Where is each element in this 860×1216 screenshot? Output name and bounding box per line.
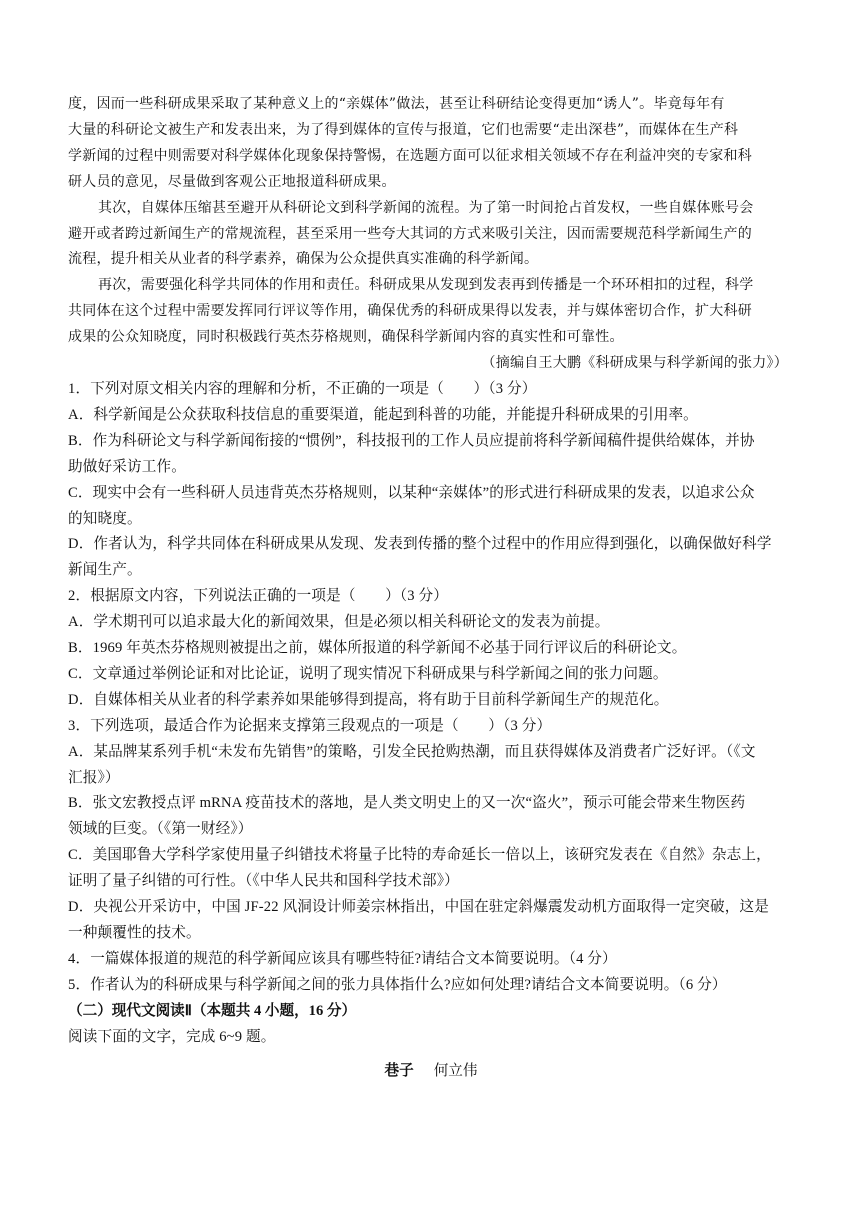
story-author: 何立伟	[433, 1062, 478, 1079]
question-2-option-d: D．自媒体相关从业者的科学素养如果能够得到提高，将有助于目前科学新闻生产的规范化。	[68, 691, 669, 708]
question-3-option-d-cont: 一种颠覆性的技术。	[68, 925, 201, 941]
passage-line: 流程，提升相关从业者的科学素养，确保为公众提供真实准确的科学新闻。	[68, 251, 539, 268]
question-3-option-a: A．某品牌某系列手机“未发布先销售”的策略，引发全民抢购热潮，而且获得媒体及消费者广泛好评。（《文	[68, 743, 756, 760]
question-1-option-b-cont: 助做好采访工作。	[68, 458, 186, 475]
passage-line: 共同体在这个过程中需要发挥同行评议等作用，确保优秀的科研成果得以发表，并与媒体密切合作，扩大科研	[68, 303, 752, 320]
question-5: 5．作者认为的科研成果与科学新闻之间的张力具体指什么?应如何处理?请结合文本简要说明。（6 分）	[68, 976, 727, 993]
passage-line: 避开或者跨过新闻生产的常规流程，甚至采用一些夸大其词的方式来吸引关注，因而需要规范科学新闻生产的	[68, 225, 752, 242]
question-3-option-a-cont: 汇报》）	[68, 769, 120, 786]
question-2-option-a: A．学术期刊可以追求最大化的新闻效果，但是必须以相关科研论文的发表为前提。	[68, 614, 610, 631]
question-3-option-c: C．美国耶鲁大学科学家使用量子纠错技术将量子比特的寿命延长一倍以上，该研究发表在《自然》杂志上，	[68, 847, 771, 864]
passage-line: 度，因而一些科研成果采取了某种意义上的“亲媒体”做法，甚至让科研结论变得更加“诱人”。毕竟每年有	[68, 96, 725, 112]
question-1-option-d: D．作者认为，科学共同体在科研成果从发现、发表到传播的整个过程中的作用应得到强化，以确保做好科学	[68, 536, 772, 553]
question-3-stem: 3．下列选项，最适合作为论据来支撑第三段观点的一项是（ ）（3 分）	[68, 717, 552, 734]
question-3-option-d: D．央视公开采访中，中国 JF-22 风洞设计师姜宗林指出，中国在驻定斜爆震发动机方面取得一定突破，这是	[68, 899, 770, 916]
question-3-option-b-cont: 领域的巨变。（《第一财经》）	[68, 821, 253, 838]
question-1-stem: 1．下列对原文相关内容的理解和分析，不正确的一项是（ ）（3 分）	[68, 380, 537, 397]
question-2-option-b: B．1969 年英杰芬格规则被提出之前，媒体所报道的科学新闻不必基于同行评议后的科研论文。	[68, 640, 687, 657]
section-instruction: 阅读下面的文字，完成 6~9 题。	[68, 1028, 276, 1045]
passage-line: 学新闻的过程中则需要对科学媒体化现象保持警惕，在选题方面可以征求相关领域不存在利益冲突的专家和科	[68, 147, 752, 164]
document-page	[68, 92, 794, 1084]
question-3-option-b: B．张文宏教授点评 mRNA 疫苗技术的落地，是人类文明史上的又一次“盗火”，预示可能会带来生物医药	[68, 795, 746, 812]
question-1-option-a: A．科学新闻是公众获取科技信息的重要渠道，能起到科普的功能，并能提升科研成果的引用率。	[68, 406, 698, 423]
question-2-option-c: C．文章通过举例论证和对比论证，说明了现实情况下科研成果与科学新闻之间的张力问题。	[68, 665, 668, 682]
passage-line: 成果的公众知晓度，同时积极践行英杰芬格规则，确保科学新闻内容的真实性和可靠性。	[68, 329, 624, 346]
question-1-option-c-cont: 的知晓度。	[68, 510, 142, 527]
question-2-stem: 2．根据原文内容，下列说法正确的一项是（ ）（3 分）	[68, 588, 448, 605]
question-3-option-c-cont: 证明了量子纠错的可行性。（《中华人民共和国科学技术部》）	[68, 873, 459, 890]
question-1-option-c: C．现实中会有一些科研人员违背英杰芬格规则，以某种“亲媒体”的形式进行科研成果的发表，以追求公众	[68, 484, 755, 501]
story-title: 巷子	[384, 1062, 414, 1079]
passage-line: 大量的科研论文被生产和发表出来，为了得到媒体的宣传与报道，它们也需要“走出深巷”，而媒体在生产科	[68, 121, 739, 138]
passage-line: 其次，自媒体压缩甚至避开从科研论文到科学新闻的流程。为了第一时间抢占首发权，一些自媒体账号会	[98, 199, 754, 216]
section-heading: （二）现代文阅读Ⅱ（本题共 4 小题，16 分）	[68, 1002, 357, 1019]
passage-line: 研人员的意见，尽量做到客观公正地报道科研成果。	[68, 173, 396, 190]
question-4: 4．一篇媒体报道的规范的科学新闻应该具有哪些特征?请结合文本简要说明。（4 分）	[68, 950, 617, 967]
passage-line: 再次，需要强化科学共同体的作用和责任。科研成果从发现到发表再到传播是一个环环相扣的过程，科学	[98, 277, 754, 294]
question-1-option-b: B．作为科研论文与科学新闻衔接的“惯例”，科技报刊的工作人员应提前将科学新闻稿件提供给媒体，并协	[68, 432, 755, 449]
story-title-line	[68, 1059, 794, 1084]
passage-source: （摘编自王大鹏《科研成果与科学新闻的张力》）	[481, 355, 788, 372]
question-1-option-d-cont: 新闻生产。	[68, 562, 142, 579]
